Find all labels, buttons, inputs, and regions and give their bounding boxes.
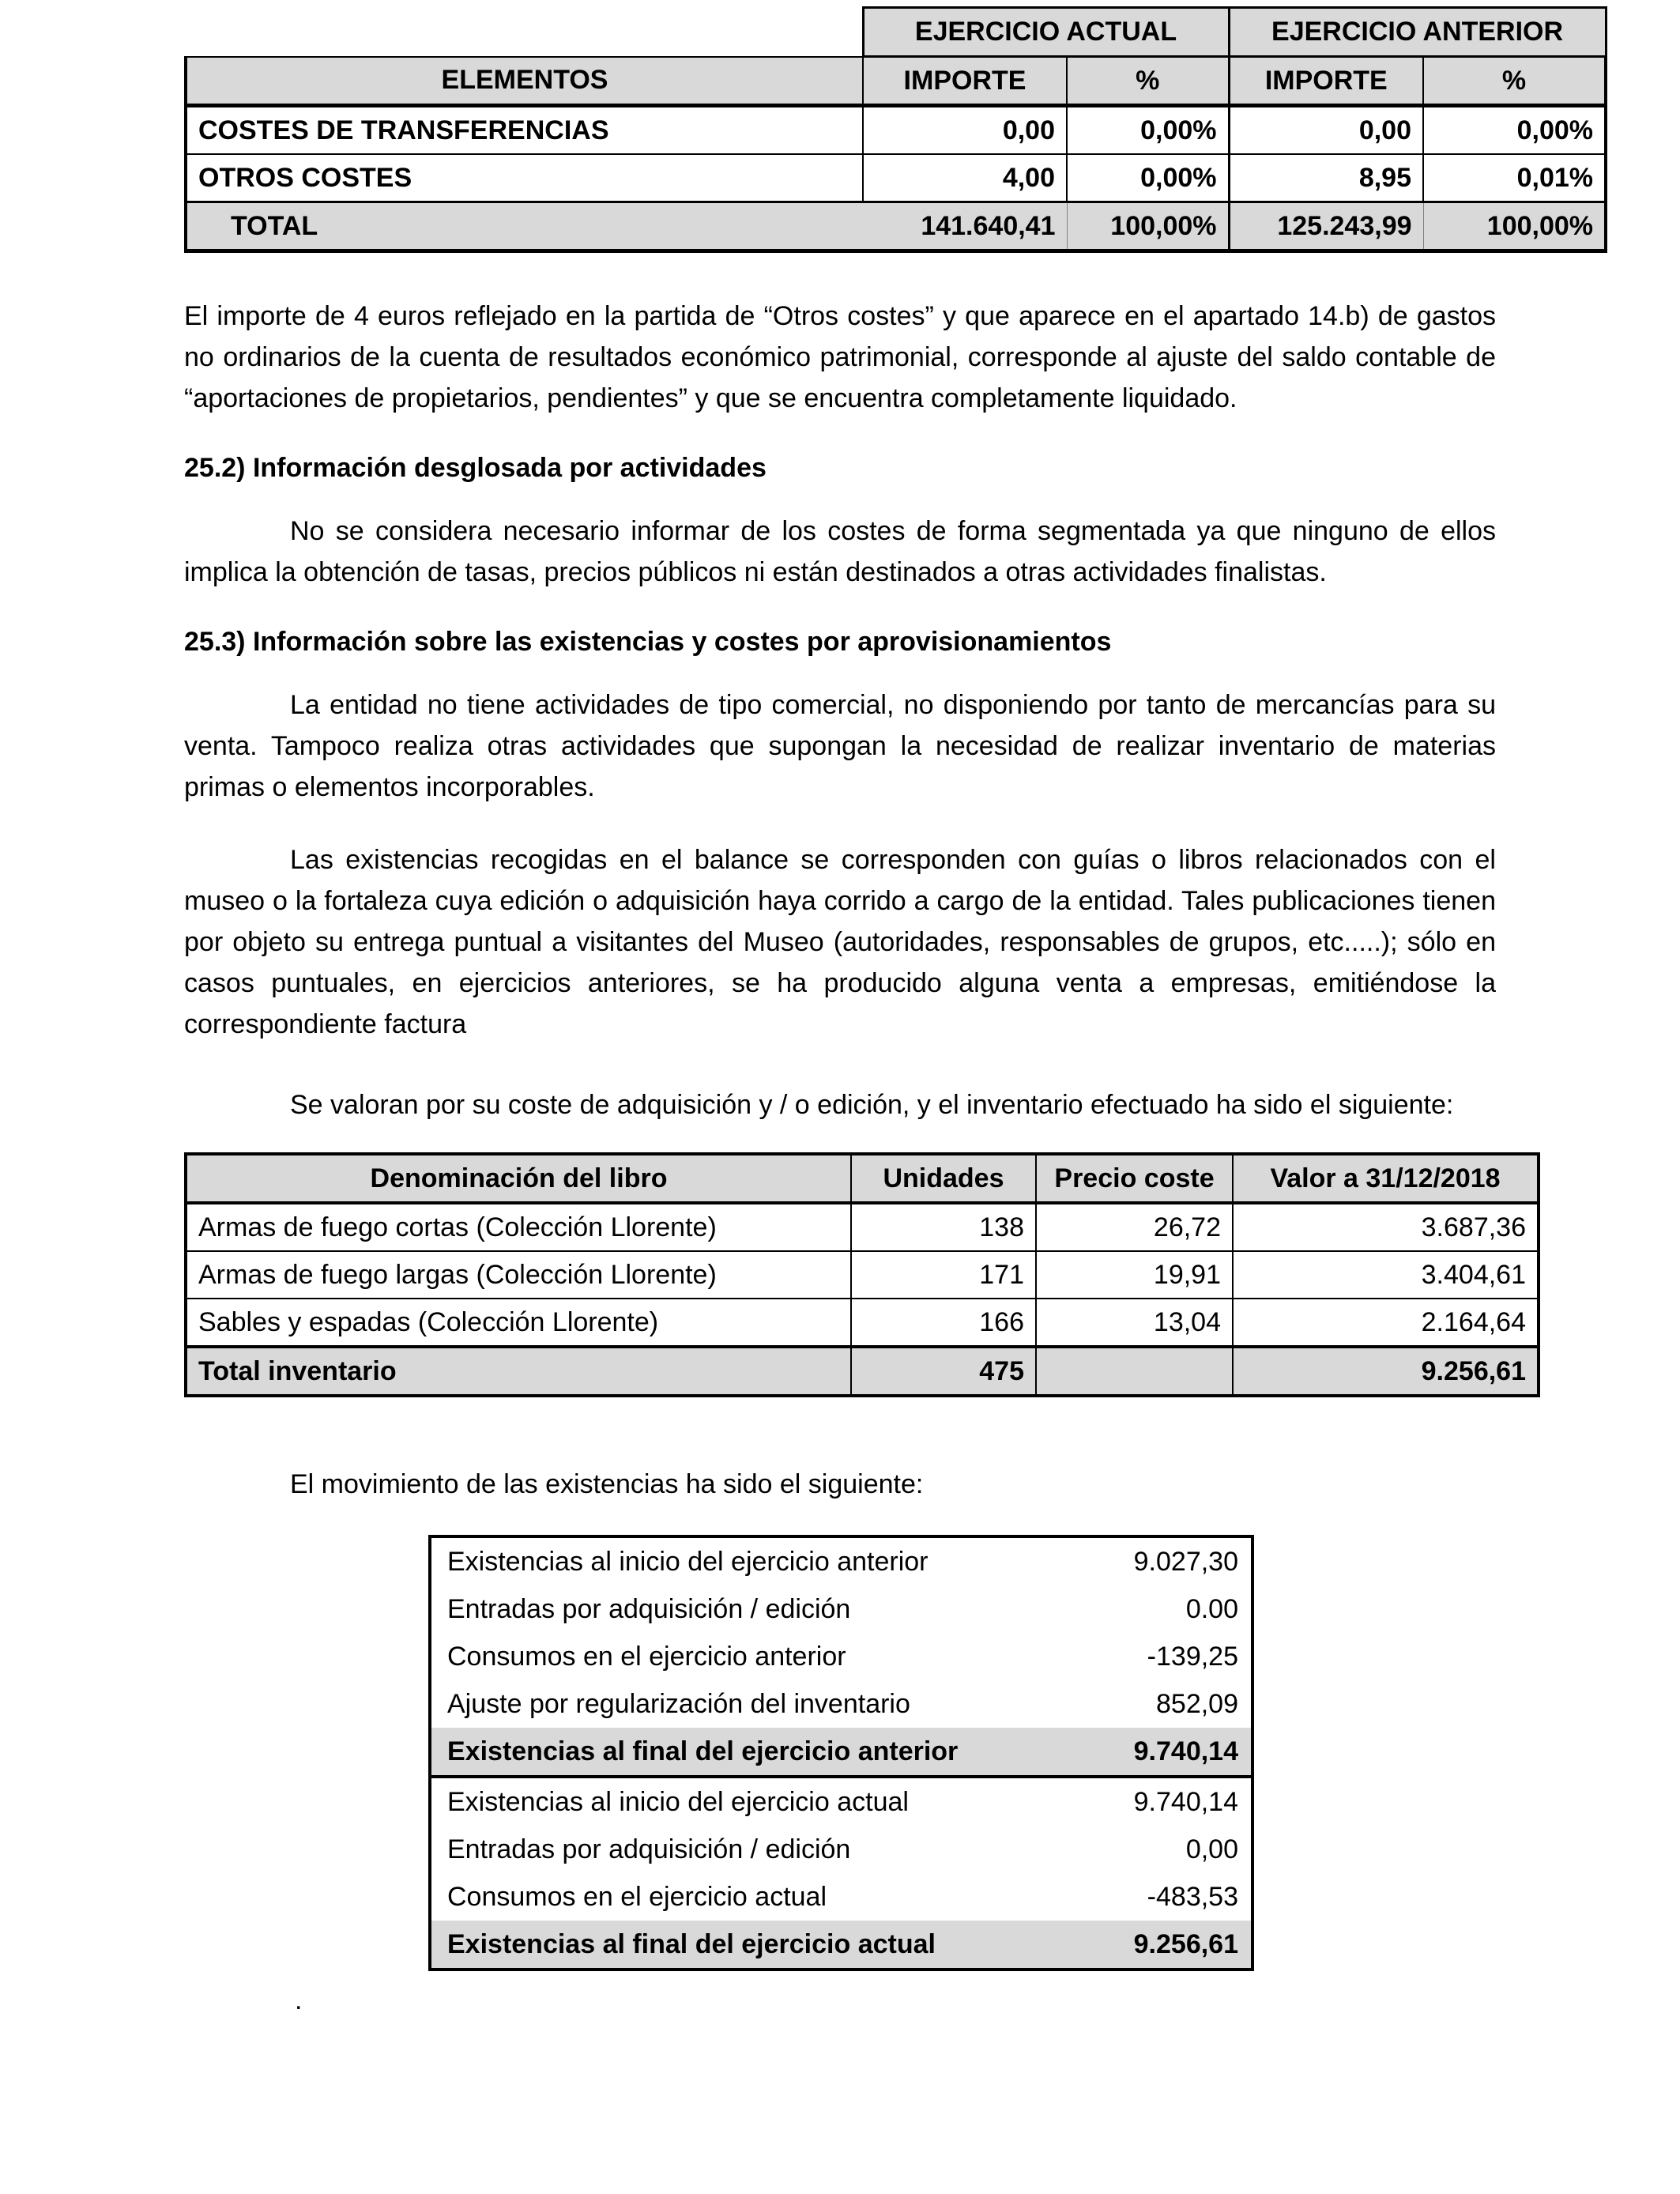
- movement-label: Consumos en el ejercicio actual: [447, 1881, 827, 1912]
- header-importe-anterior: IMPORTE: [1229, 57, 1423, 106]
- total-importe-anterior: 125.243,99: [1229, 202, 1423, 251]
- table-row: [430, 1873, 1252, 1921]
- costs-summary-table: [184, 6, 1607, 253]
- trailing-period-mark: .: [295, 1985, 303, 2016]
- movement-value: 9.740,14: [1060, 1777, 1252, 1826]
- movement-label: Entradas por adquisición / edición: [447, 1834, 851, 1864]
- table-row-final-actual: [430, 1921, 1252, 1970]
- total-precio: [1036, 1347, 1233, 1396]
- movement-value: 9.740,14: [1060, 1728, 1252, 1777]
- table-row-otros-costes: [186, 154, 1606, 202]
- table-row: [430, 1826, 1252, 1873]
- total-percent-actual: 100,00%: [1067, 202, 1229, 251]
- movement-label: Consumos en el ejercicio anterior: [447, 1641, 846, 1672]
- header-denominacion: Denominación del libro: [186, 1154, 851, 1203]
- costs-header-row: [186, 57, 1606, 106]
- movement-label: Entradas por adquisición / edición: [447, 1593, 851, 1624]
- total-label: Total inventario: [186, 1347, 851, 1396]
- unidades-value: 166: [851, 1299, 1036, 1347]
- book-label: Sables y espadas (Colección Llorente): [186, 1299, 851, 1347]
- unidades-value: 171: [851, 1251, 1036, 1299]
- paragraph-25-2: No se considera necesario informar de los costes de forma segmentada ya que ninguno de ellos implica la obtención de tasas, precios públicos ni están destinados a otras actividades finalistas.: [184, 516, 1496, 588]
- paragraph-movimiento-intro: El movimiento de las existencias ha sido el siguiente:: [290, 1469, 924, 1500]
- movement-label: Existencias al inicio del ejercicio actual: [430, 1777, 1060, 1826]
- row-label: COSTES DE TRANSFERENCIAS: [186, 106, 863, 155]
- table-row: [430, 1536, 1252, 1585]
- column-group-ejercicio-actual: EJERCICIO ACTUAL: [863, 8, 1229, 57]
- table-row-sables-espadas: [186, 1299, 1539, 1347]
- valor-value: 2.164,64: [1233, 1299, 1539, 1347]
- movement-value: 0.00: [1185, 1593, 1238, 1624]
- header-importe-actual: IMPORTE: [863, 57, 1067, 106]
- paragraph-25-3-existencias: Las existencias recogidas en el balance se corresponden con guías o libros relacionados con el museo o la fortaleza cuya edición o adquisición haya corrido a cargo de la entidad. Tales publicaciones tienen por objeto su entrega puntual a visitantes del Museo (autoridades, responsables de grupos, etc.....); sólo en casos puntuales, en ejercicios anteriores, se ha producido alguna venta a empresas, emitiéndose la correspondiente factura: [184, 845, 1496, 1040]
- importe-anterior-value: 0,00: [1229, 106, 1423, 155]
- table-row: [430, 1777, 1252, 1826]
- table-row-armas-largas: [186, 1251, 1539, 1299]
- movement-label: Existencias al inicio del ejercicio anterior: [447, 1546, 929, 1577]
- heading-25-3: 25.3) Información sobre las existencias y costes por aprovisionamientos: [184, 627, 1112, 658]
- header-percent-anterior: %: [1423, 57, 1606, 106]
- table-row-total-inventario: [186, 1347, 1539, 1396]
- book-label: Armas de fuego cortas (Colección Llorente): [186, 1203, 851, 1251]
- total-percent-anterior: 100,00%: [1423, 202, 1606, 251]
- precio-value: 26,72: [1036, 1203, 1233, 1251]
- movement-value: 9.256,61: [1060, 1921, 1252, 1970]
- importe-anterior-value: 8,95: [1229, 154, 1423, 202]
- precio-value: 19,91: [1036, 1251, 1233, 1299]
- movement-label: Existencias al final del ejercicio actual: [430, 1921, 1060, 1970]
- paragraph-25-3-valoracion: Se valoran por su coste de adquisición y / o edición, y el inventario efectuado ha sido el siguiente:: [290, 1090, 1454, 1121]
- total-valor: 9.256,61: [1233, 1347, 1539, 1396]
- total-importe-actual: 141.640,41: [863, 202, 1067, 251]
- importe-actual-value: 4,00: [863, 154, 1067, 202]
- header-precio-coste: Precio coste: [1036, 1154, 1233, 1203]
- paragraph-otros-costes-note: El importe de 4 euros reflejado en la partida de “Otros costes” y que aparece en el apartado 14.b) de gastos no ordinarios de la cuenta de resultados económico patrimonial, corresponde al ajuste del saldo contable de “aportaciones de propietarios, pendientes” y que se encuentra completamente liquidado.: [184, 301, 1496, 413]
- costs-group-header-row: [186, 8, 1606, 57]
- table-row: [430, 1633, 1252, 1680]
- percent-actual-value: 0,00%: [1067, 106, 1229, 155]
- inventory-header-row: [186, 1154, 1539, 1203]
- movement-value: -139,25: [1147, 1641, 1238, 1672]
- book-label: Armas de fuego largas (Colección Llorente): [186, 1251, 851, 1299]
- movement-value: 0,00: [1185, 1834, 1238, 1864]
- table-row-final-anterior: [430, 1728, 1252, 1777]
- total-label: TOTAL: [186, 202, 863, 251]
- table-row: [430, 1680, 1252, 1728]
- header-unidades: Unidades: [851, 1154, 1036, 1203]
- total-unidades: 475: [851, 1347, 1036, 1396]
- percent-anterior-value: 0,01%: [1423, 154, 1606, 202]
- importe-actual-value: 0,00: [863, 106, 1067, 155]
- paragraph-25-3-comercial: La entidad no tiene actividades de tipo comercial, no disponiendo por tanto de mercancías para su venta. Tampoco realiza otras actividades que supongan la necesidad de realizar inventario de materias primas o elementos incorporables.: [184, 690, 1496, 803]
- table-row-armas-cortas: [186, 1203, 1539, 1251]
- table-row-costes-transferencias: [186, 106, 1606, 155]
- movement-label: Ajuste por regularización del inventario: [447, 1688, 910, 1719]
- stock-movement-table: [428, 1535, 1254, 1971]
- percent-actual-value: 0,00%: [1067, 154, 1229, 202]
- heading-25-2: 25.2) Información desglosada por actividades: [184, 453, 767, 483]
- costs-blank-cell: [186, 8, 863, 57]
- movement-value: 9.027,30: [1133, 1546, 1238, 1577]
- column-group-ejercicio-anterior: EJERCICIO ANTERIOR: [1229, 8, 1606, 57]
- inventory-table: [184, 1152, 1540, 1397]
- table-row-total: [186, 202, 1606, 251]
- header-valor: Valor a 31/12/2018: [1233, 1154, 1539, 1203]
- movement-value: 852,09: [1156, 1688, 1238, 1719]
- movement-value: -483,53: [1147, 1881, 1238, 1912]
- header-elementos: ELEMENTOS: [186, 57, 863, 106]
- valor-value: 3.404,61: [1233, 1251, 1539, 1299]
- header-percent-actual: %: [1067, 57, 1229, 106]
- unidades-value: 138: [851, 1203, 1036, 1251]
- precio-value: 13,04: [1036, 1299, 1233, 1347]
- row-label: OTROS COSTES: [186, 154, 863, 202]
- movement-label: Existencias al final del ejercicio anterior: [430, 1728, 1060, 1777]
- valor-value: 3.687,36: [1233, 1203, 1539, 1251]
- table-row: [430, 1585, 1252, 1633]
- percent-anterior-value: 0,00%: [1423, 106, 1606, 155]
